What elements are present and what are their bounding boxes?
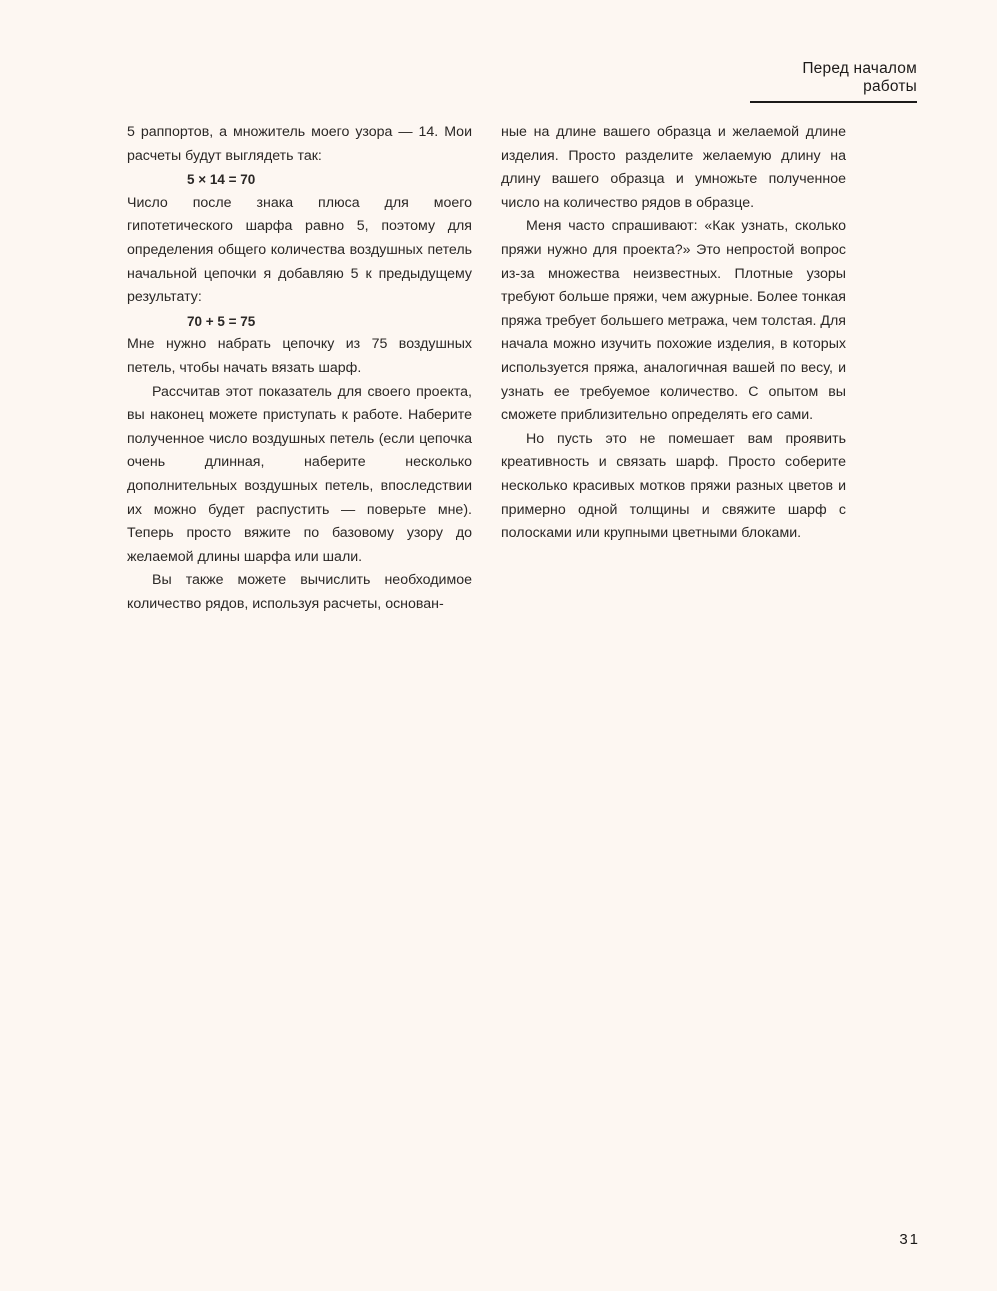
paragraph: Меня часто спрашивают: «Как узнать, сколько пряжи нужно для проекта?» Это непростой вопрос из-за множества неизвестных. Плотные узоры требуют больше пряжи, чем ажурные. Более тонкая пряжа требует большего метража, чем толстая. Для начала можно изучить похожие изделия, в которых используется пряжа, аналогичная вашей по весу, и узнать ее требуемое количество. С опытом вы сможете приблизительно определять его сами. (501, 218, 846, 424)
section-title: Перед началом работы (802, 60, 917, 95)
header-rule (750, 101, 917, 103)
paragraph: Рассчитав этот показатель для своего проекта, вы наконец можете приступать к работе. Наберите полученное число воздушных петель (если цепочка очень длинная, наберите несколько дополнительных воздушных петель, впоследствии их можно будет распустить — поверьте мне). Теперь просто вяжите по базовому узору до желаемой длины шарфа или шали. (127, 383, 472, 565)
formula: 70 + 5 = 75 (187, 313, 256, 329)
paragraph: Мне нужно набрать цепочку из 75 воздушных петель, чтобы начать вязать шарф. (127, 336, 472, 376)
formula: 5 × 14 = 70 (187, 172, 256, 188)
running-header (750, 60, 917, 103)
paragraph: 5 раппортов, а множитель моего узора — 14. Мои расчеты будут выглядеть так: (127, 124, 472, 164)
left-column (127, 121, 472, 616)
right-column (501, 121, 846, 546)
paragraph: Но пусть это не помешает вам проявить креативность и связать шарф. Просто соберите несколько красивых мотков пряжи разных цветов и примерно одной толщины и свяжите шарф с полосками или крупными цветными блоками. (501, 430, 846, 542)
paragraph: Вы также можете вычислить необходимое количество рядов, используя расчеты, основан‑ (127, 572, 472, 612)
page-number: 31 (899, 1231, 920, 1248)
paragraph: ные на длине вашего образца и желаемой длине изделия. Просто разделите желаемую длину на длину вашего образца и умножьте полученное число на количество рядов в образце. (501, 124, 846, 211)
paragraph: Число после знака плюса для моего гипотетического шарфа равно 5, поэтому для определения общего количества воздушных петель начальной цепочки я добавляю 5 к предыдущему результату: (127, 194, 472, 306)
